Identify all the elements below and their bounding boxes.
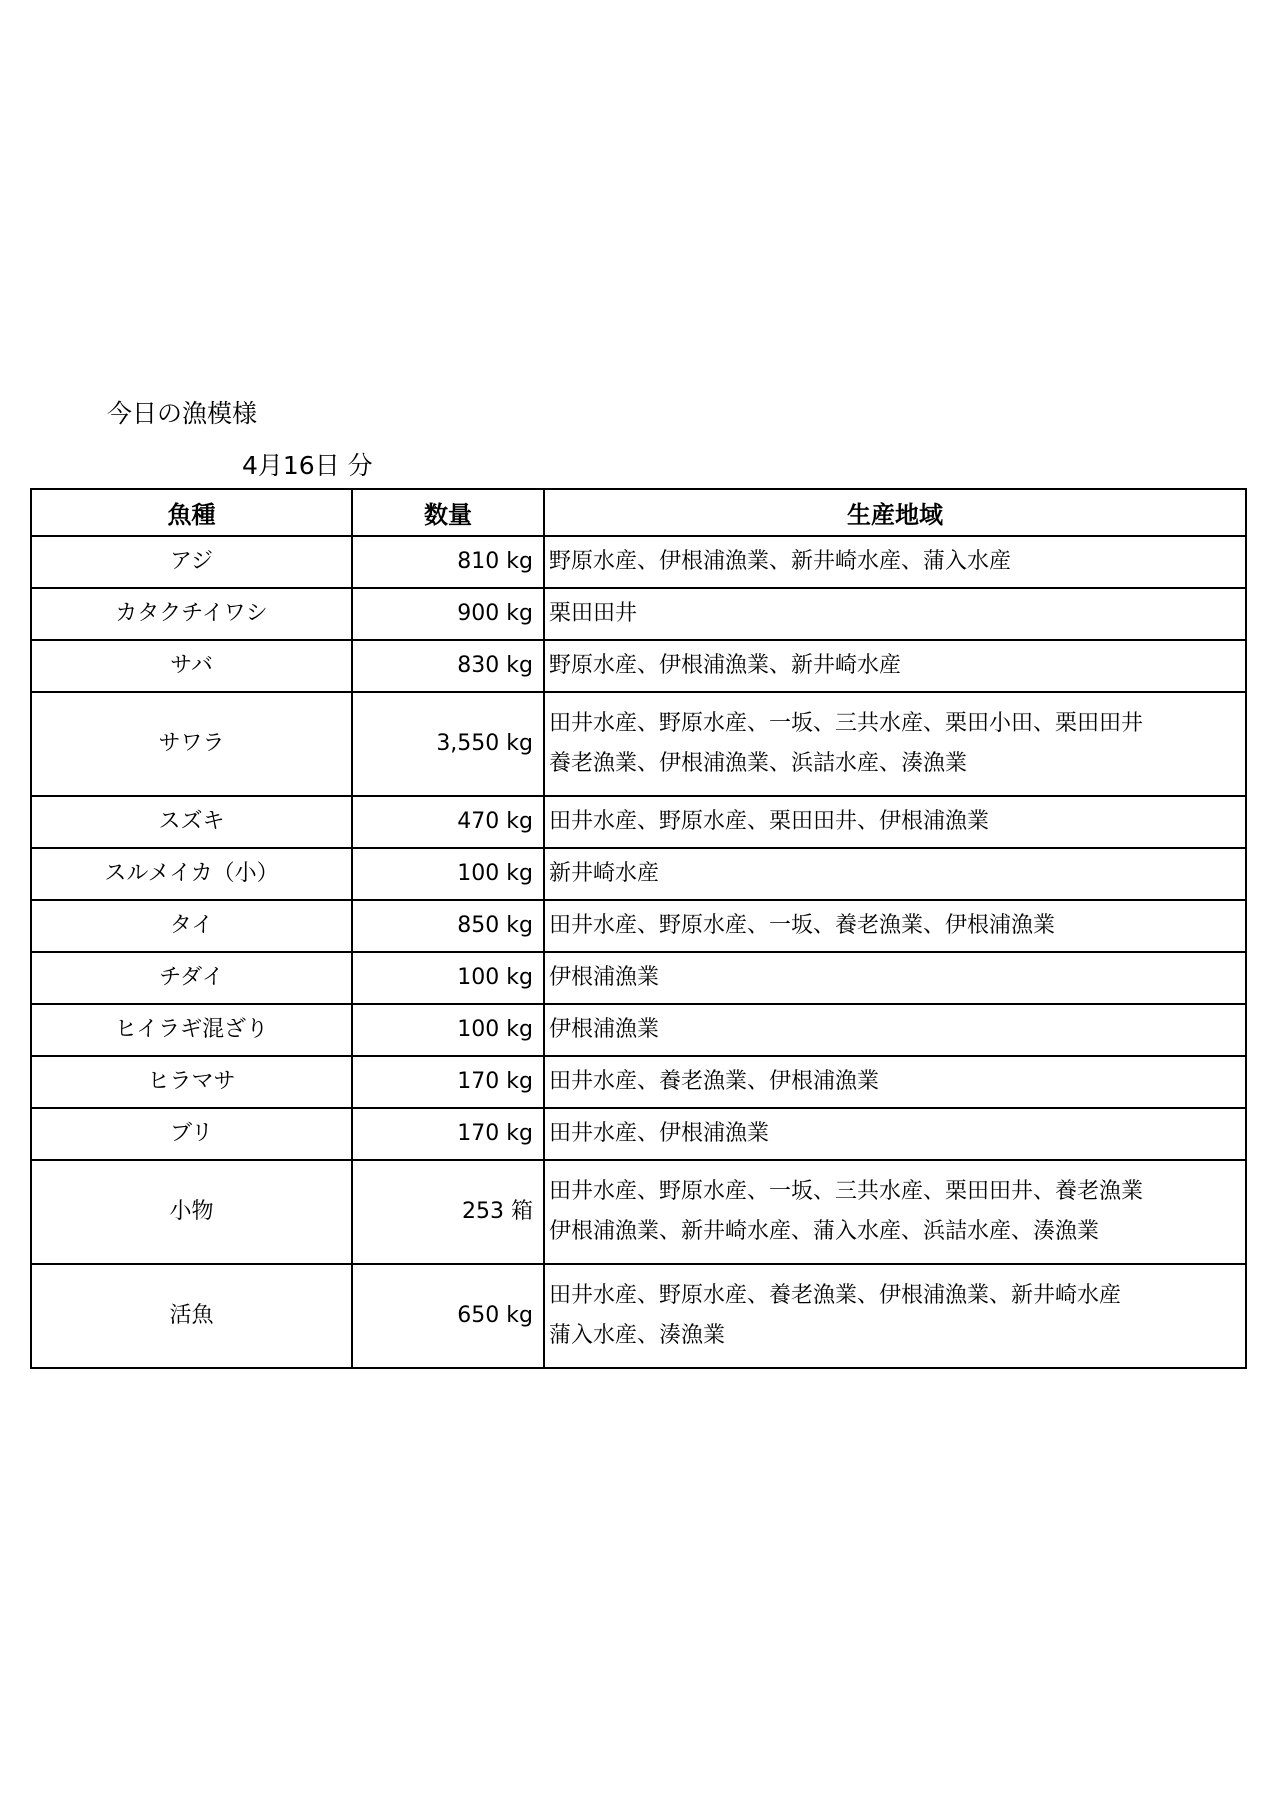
- quantity-cell: 100 kg: [352, 952, 544, 1004]
- region-cell: [544, 848, 1246, 900]
- region-line: 田井水産、野原水産、養老漁業、伊根浦漁業、新井崎水産: [549, 1283, 1122, 1308]
- region-cell: [544, 1264, 1246, 1368]
- report-date: 4月16日 分: [242, 451, 373, 480]
- table-body: [31, 536, 1246, 1368]
- quantity-cell: 100 kg: [352, 1004, 544, 1056]
- table-row: [31, 1056, 1246, 1108]
- fish-cell: カタクチイワシ: [31, 588, 352, 640]
- region-line: 田井水産、野原水産、栗田田井、伊根浦漁業: [549, 809, 990, 834]
- quantity-cell: 170 kg: [352, 1056, 544, 1108]
- region-cell: [544, 1108, 1246, 1160]
- region-line: 伊根浦漁業: [549, 965, 660, 990]
- region-line: 蒲入水産、湊漁業: [549, 1323, 726, 1348]
- table-row: [31, 640, 1246, 692]
- region-line: 養老漁業、伊根浦漁業、浜詰水産、湊漁業: [549, 751, 968, 776]
- quantity-cell: 830 kg: [352, 640, 544, 692]
- table-row: [31, 1264, 1246, 1368]
- column-header-fish: 魚種: [31, 489, 352, 536]
- quantity-cell: 170 kg: [352, 1108, 544, 1160]
- region-line: 野原水産、伊根浦漁業、新井崎水産: [549, 653, 902, 678]
- region-cell: [544, 692, 1246, 796]
- region-cell: [544, 640, 1246, 692]
- page-title: 今日の漁模様: [107, 399, 258, 428]
- fish-cell: チダイ: [31, 952, 352, 1004]
- table-row: [31, 900, 1246, 952]
- region-cell: [544, 952, 1246, 1004]
- table-row: [31, 952, 1246, 1004]
- fish-cell: サバ: [31, 640, 352, 692]
- region-cell: [544, 796, 1246, 848]
- region-line: 田井水産、伊根浦漁業: [549, 1121, 770, 1146]
- catch-table: [30, 488, 1247, 1369]
- quantity-cell: 810 kg: [352, 536, 544, 588]
- column-header-region: 生産地域: [544, 489, 1246, 536]
- quantity-cell: 900 kg: [352, 588, 544, 640]
- fish-cell: 活魚: [31, 1264, 352, 1368]
- region-cell: [544, 900, 1246, 952]
- region-line: 伊根浦漁業: [549, 1017, 660, 1042]
- quantity-cell: 253 箱: [352, 1160, 544, 1264]
- region-line: 田井水産、野原水産、一坂、養老漁業、伊根浦漁業: [549, 913, 1056, 938]
- table-row: [31, 536, 1246, 588]
- fish-cell: ブリ: [31, 1108, 352, 1160]
- table-row: [31, 1108, 1246, 1160]
- fish-cell: ヒラマサ: [31, 1056, 352, 1108]
- quantity-cell: 470 kg: [352, 796, 544, 848]
- region-cell: [544, 536, 1246, 588]
- fish-cell: サワラ: [31, 692, 352, 796]
- table-row: [31, 1004, 1246, 1056]
- table-row: [31, 692, 1246, 796]
- region-line: 田井水産、野原水産、一坂、三共水産、栗田小田、栗田田井: [549, 711, 1144, 736]
- fish-cell: タイ: [31, 900, 352, 952]
- quantity-cell: 100 kg: [352, 848, 544, 900]
- fish-cell: アジ: [31, 536, 352, 588]
- quantity-cell: 650 kg: [352, 1264, 544, 1368]
- region-cell: [544, 1056, 1246, 1108]
- region-cell: [544, 1160, 1246, 1264]
- region-line: 田井水産、野原水産、一坂、三共水産、栗田田井、養老漁業: [549, 1179, 1144, 1204]
- region-cell: [544, 588, 1246, 640]
- region-line: 野原水産、伊根浦漁業、新井崎水産、蒲入水産: [549, 549, 1012, 574]
- column-header-quantity: 数量: [352, 489, 544, 536]
- region-line: 田井水産、養老漁業、伊根浦漁業: [549, 1069, 880, 1094]
- table-row: [31, 588, 1246, 640]
- table-row: [31, 848, 1246, 900]
- region-line: 新井崎水産: [549, 861, 660, 886]
- quantity-cell: 850 kg: [352, 900, 544, 952]
- region-line: 伊根浦漁業、新井崎水産、蒲入水産、浜詰水産、湊漁業: [549, 1219, 1100, 1244]
- fish-cell: 小物: [31, 1160, 352, 1264]
- region-line: 栗田田井: [549, 601, 638, 626]
- fish-cell: スズキ: [31, 796, 352, 848]
- table-row: [31, 796, 1246, 848]
- fish-cell: スルメイカ（小）: [31, 848, 352, 900]
- region-cell: [544, 1004, 1246, 1056]
- quantity-cell: 3,550 kg: [352, 692, 544, 796]
- table-header-row: [31, 489, 1246, 536]
- table-row: [31, 1160, 1246, 1264]
- fish-cell: ヒイラギ混ざり: [31, 1004, 352, 1056]
